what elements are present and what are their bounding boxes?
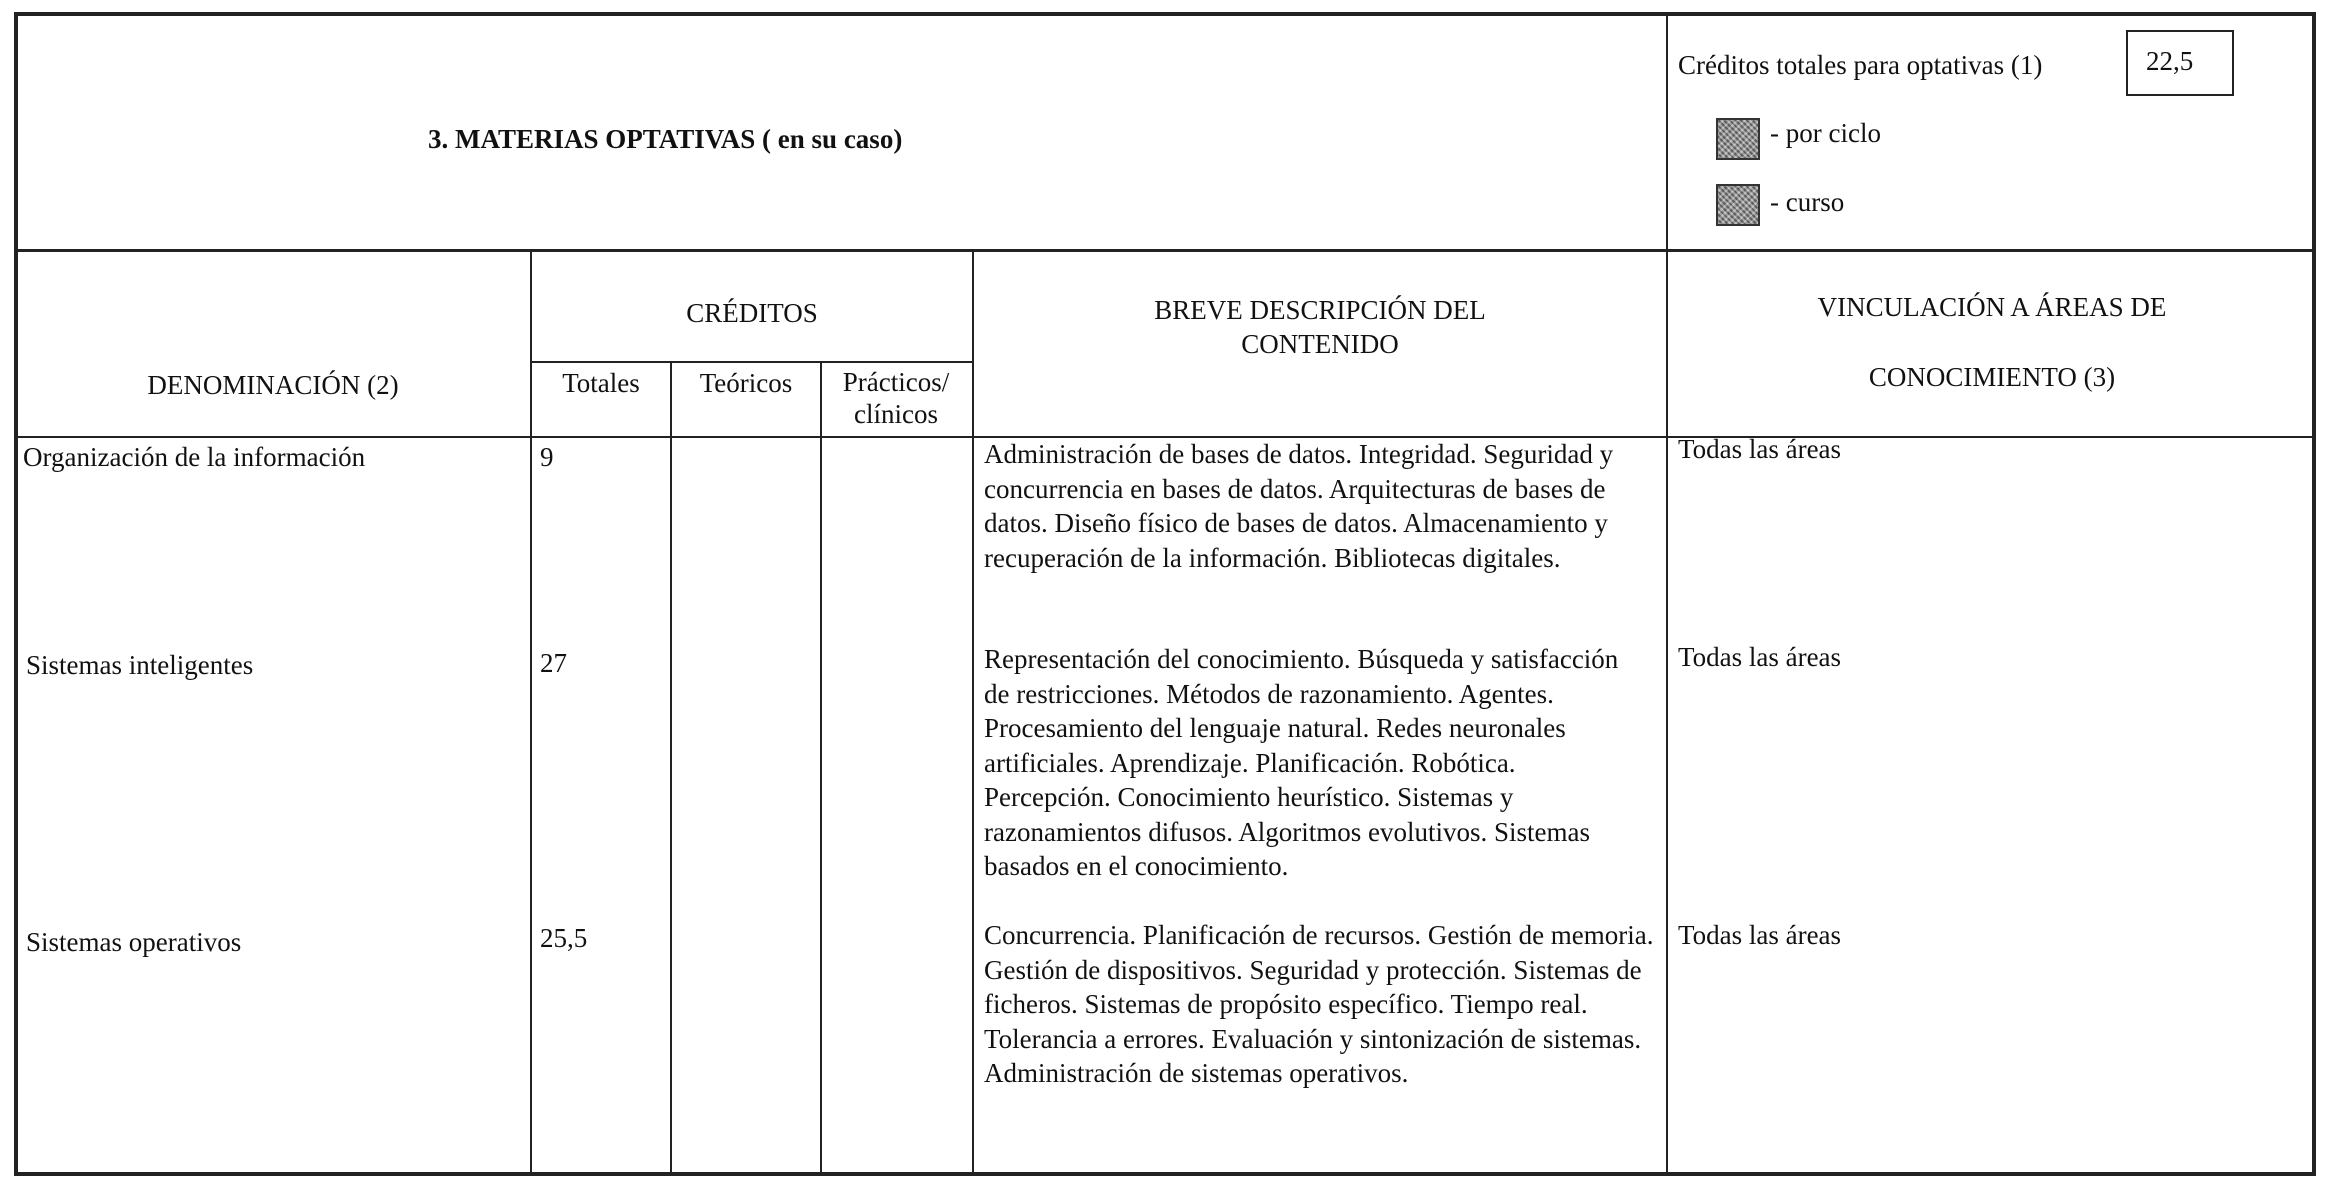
legend-label-por-ciclo: - por ciclo [1770, 118, 1881, 148]
row-3-description: Concurrencia. Planificación de recursos. Gestión de memoria. Gestión de dispositivos. Seguridad y protección. Sistemas de ficheros. Sistemas de propósito específico. Tiempo real. Tolerancia a errores. Evaluación y sintonización de sistemas. Administración de sistemas operativos. [984, 920, 1654, 1088]
col-header-creditos: CRÉDITOS [686, 298, 818, 328]
row-2-description: Representación del conocimiento. Búsqueda y satisfacción de restricciones. Métodos de razonamiento. Agentes. Procesamiento del lenguaje natural. Redes neuronales artificiales. Aprendizaje. Planificación. Robótica. Percepción. Conocimiento heurístico. Sistemas y razonamientos difusos. Algoritmos evolutivos. Sistemas basados en el conocimiento. [984, 644, 1619, 881]
header-divider [14, 249, 2316, 252]
legend-swatch-por-ciclo [1716, 118, 1760, 160]
row-2-areas: Todas las áreas [1678, 642, 1842, 672]
col-header-descripcion: BREVE DESCRIPCIÓN DEL CONTENIDO [1154, 295, 1486, 359]
row-3-name: Sistemas operativos [26, 927, 242, 957]
col-divider-totales [670, 361, 672, 1176]
row-2-name: Sistemas inteligentes [26, 650, 254, 680]
col-header-practicos: Prácticos/ clínicos [842, 367, 950, 429]
legend-swatch-curso [1716, 184, 1760, 226]
row-2-totales: 27 [540, 648, 567, 678]
row-3-totales: 25,5 [540, 923, 588, 953]
credits-total-value: 22,5 [2146, 46, 2194, 76]
row-3-areas: Todas las áreas [1678, 920, 1842, 950]
col-divider-creditos [972, 251, 974, 1176]
creditos-subheader-divider [531, 361, 973, 363]
section-title: 3. MATERIAS OPTATIVAS ( en su caso) [428, 124, 903, 154]
credits-total-label: Créditos totales para optativas (1) [1678, 50, 2043, 80]
col-divider-teoricos [820, 361, 822, 1176]
legend-label-curso: - curso [1770, 187, 1845, 217]
row-1-name: Organización de la información [23, 442, 366, 472]
col-header-vinculacion-line2: CONOCIMIENTO (3) [1868, 362, 2116, 392]
col-header-denominacion: DENOMINACIÓN (2) [147, 370, 399, 400]
row-1-areas: Todas las áreas [1678, 434, 1842, 464]
header-right-divider [1666, 12, 1668, 1176]
row-1-description: Administración de bases de datos. Integridad. Seguridad y concurrencia en bases de datos. Arquitecturas de bases de datos. Diseño físico de bases de datos. Almacenamiento y recuperación de la información. Bibliotecas digitales. [984, 439, 1614, 573]
col-header-vinculacion-line1: VINCULACIÓN A ÁREAS DE [1817, 292, 2167, 322]
row-1-totales: 9 [540, 442, 554, 472]
col-header-teoricos: Teóricos [699, 368, 793, 398]
col-header-totales: Totales [562, 368, 640, 398]
